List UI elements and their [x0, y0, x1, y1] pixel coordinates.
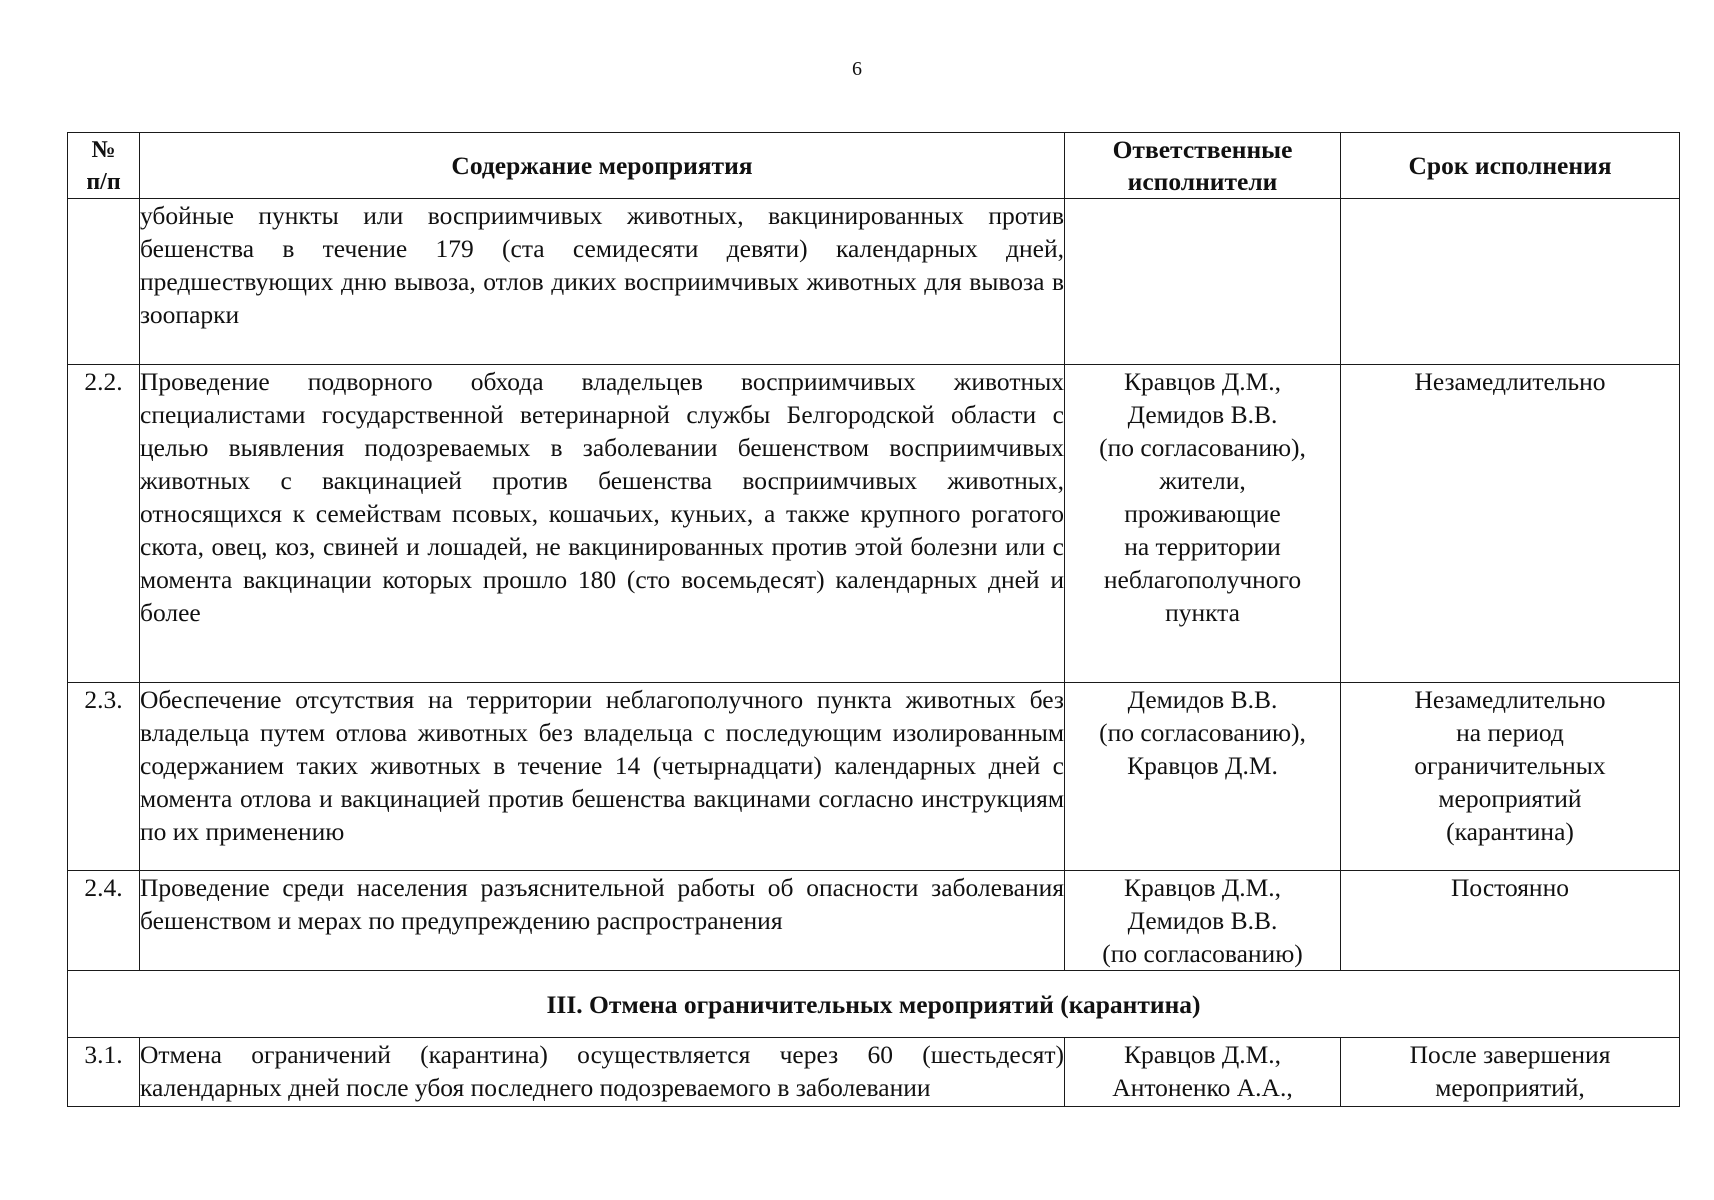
table-row — [68, 1038, 1680, 1107]
row-content: Обеспечение отсутствия на территории неблагополучного пункта животных без владельца путем отлова животных без владельца с последующим изолированным содержанием таких животных в течение 14 (четырнадцати) календарных дней с момента отлова и вакцинацией против бешенства вакцинами согласно инструкциям по их применению — [140, 683, 1065, 871]
row-number: 3.1. — [68, 1038, 140, 1107]
row-number: 2.2. — [68, 365, 140, 683]
row-content: Отмена ограничений (карантина) осуществляется через 60 (шестьдесят) календарных дней после убоя последнего подозреваемого в заболевании — [140, 1038, 1065, 1107]
row-deadline: Незамедлительно — [1341, 365, 1680, 683]
measures-table — [67, 132, 1680, 1107]
header-responsible: Ответственные исполнители — [1065, 133, 1341, 199]
row-deadline: Незамедлительно на период ограничительных мероприятий (карантина) — [1341, 683, 1680, 871]
row-responsible: Демидов В.В. (по согласованию), Кравцов Д.М. — [1065, 683, 1341, 871]
row-content: убойные пункты или восприимчивых животных, вакцинированных против бешенства в течение 179 (ста семидесяти девяти) календарных дней, предшествующих дню вывоза, отлов диких восприимчивых животных для вывоза в зоопарки — [140, 199, 1065, 365]
row-deadline — [1341, 199, 1680, 365]
header-number: № п/п — [68, 133, 140, 199]
header-content: Содержание мероприятия — [140, 133, 1065, 199]
row-responsible: Кравцов Д.М., Демидов В.В. (по согласованию), жители, проживающие на территории неблагополучного пункта — [1065, 365, 1341, 683]
row-content: Проведение подворного обхода владельцев восприимчивых животных специалистами государственной ветеринарной службы Белгородской области с целью выявления подозреваемых в заболевании бешенством восприимчивых животных с вакцинацией против бешенства восприимчивых животных, относящихся к семействам псовых, кошачьих, куньих, а также крупного рогатого скота, овец, коз, свиней и лошадей, не вакцинированных против этой болезни или с момента вакцинации которых прошло 180 (сто восемьдесят) календарных дней и более — [140, 365, 1065, 683]
page-number: 6 — [852, 58, 862, 80]
row-content: Проведение среди населения разъяснительной работы об опасности заболевания бешенством и мерах по предупреждению распространения — [140, 871, 1065, 971]
row-number: 2.4. — [68, 871, 140, 971]
table-row — [68, 365, 1680, 683]
row-deadline: Постоянно — [1341, 871, 1680, 971]
row-responsible — [1065, 199, 1341, 365]
table-row — [68, 871, 1680, 971]
row-number: 2.3. — [68, 683, 140, 871]
table-header-row — [68, 133, 1680, 199]
section-title: III. Отмена ограничительных мероприятий (карантина) — [68, 971, 1680, 1038]
section-row — [68, 971, 1680, 1038]
row-responsible: Кравцов Д.М., Демидов В.В. (по согласованию) — [1065, 871, 1341, 971]
row-deadline: После завершения мероприятий, — [1341, 1038, 1680, 1107]
table-row — [68, 199, 1680, 365]
table-row — [68, 683, 1680, 871]
header-deadline: Срок исполнения — [1341, 133, 1680, 199]
row-number — [68, 199, 140, 365]
row-responsible: Кравцов Д.М., Антоненко А.А., — [1065, 1038, 1341, 1107]
